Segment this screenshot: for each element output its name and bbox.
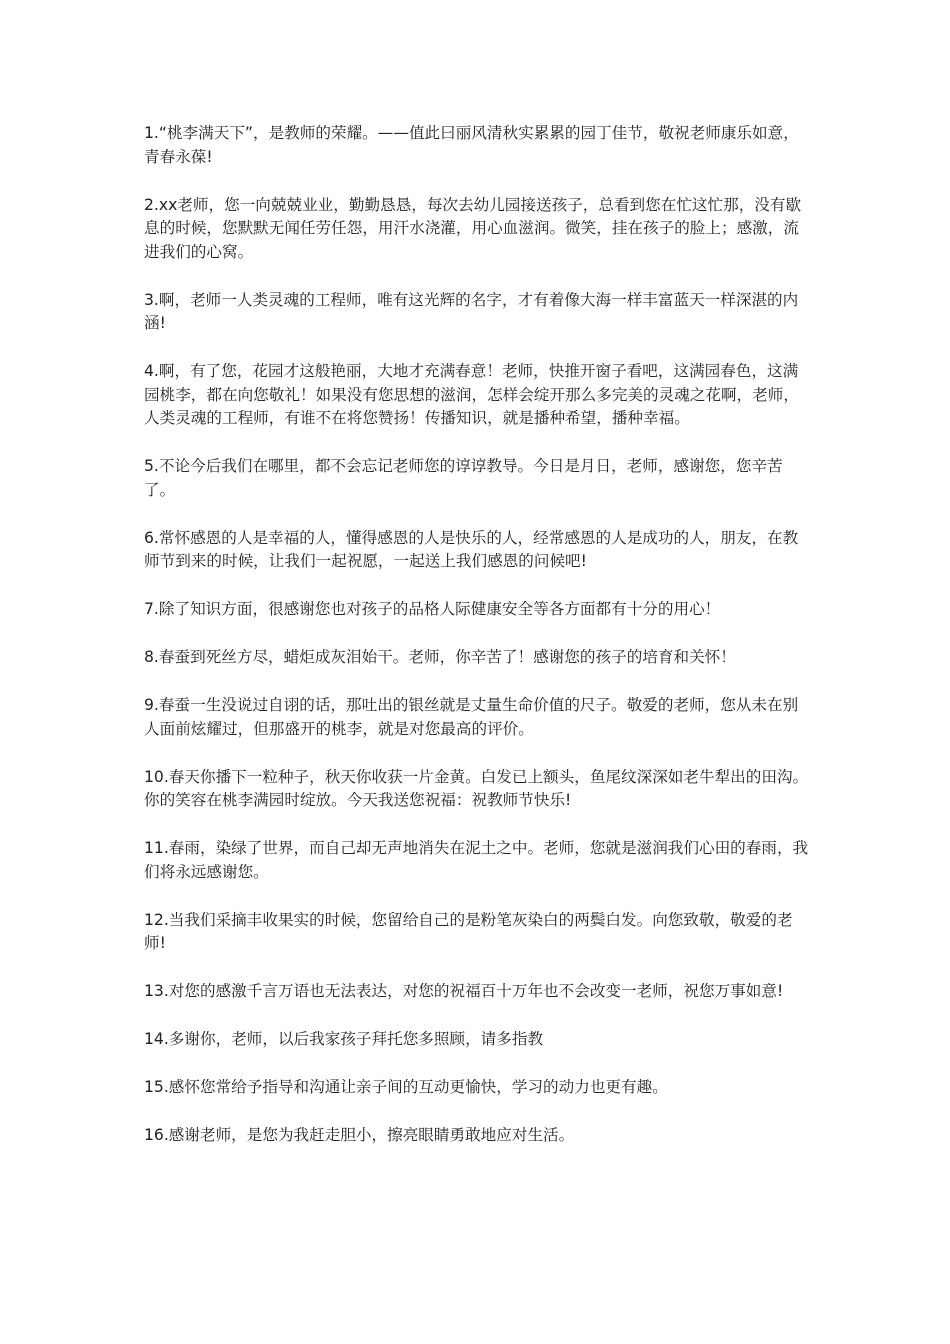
document-body [144,122,810,1172]
paragraph-6: 6.常怀感恩的人是幸福的人，懂得感恩的人是快乐的人，经常感恩的人是成功的人，朋友，在教师节到来的时候，让我们一起祝愿，一起送上我们感恩的问候吧! [144,528,799,570]
paragraph-16: 16.感谢老师，是您为我赶走胆小，擦亮眼睛勇敢地应对生活。 [144,1126,575,1144]
paragraph-5: 5.不论今后我们在哪里，都不会忘记老师您的谆谆教导。今日是月日，老师，感谢您，您辛苦了。 [144,457,783,499]
paragraph-7: 7.除了知识方面，很感谢您也对孩子的品格人际健康安全等各方面都有十分的用心！ [144,600,721,618]
paragraph-12: 12.当我们采摘丰收果实的时候，您留给自己的是粉笔灰染白的两鬓白发。向您致敬，敬爱的老师! [144,910,793,952]
paragraph-4: 4.啊，有了您，花园才这般艳丽，大地才充满春意！老师，快推开窗子看吧，这满园春色，这满园桃李，都在向您敬礼！如果没有您思想的滋润，怎样会绽开那么多完美的灵魂之花啊，老师，人类灵魂的工程师，有谁不在将您赞扬！传播知识，就是播种希望，播种幸福。 [144,362,799,427]
paragraph-15: 15.感怀您常给予指导和沟通让亲子间的互动更愉快，学习的动力也更有趣。 [144,1078,668,1096]
paragraph-2: 2.xx老师，您一向兢兢业业，勤勤恳恳，每次去幼儿园接送孩子，总看到您在忙这忙那，没有歇息的时候，您默默无闻任劳任怨，用汗水浇灌，用心血滋润。微笑，挂在孩子的脸上；感激，流进我们的心窝。 [144,195,802,261]
paragraph-11: 11.春雨，染绿了世界，而自己却无声地消失在泥土之中。老师，您就是滋润我们心田的春雨，我们将永远感谢您。 [144,839,809,881]
paragraph-8: 8.春蚕到死丝方尽，蜡炬成灰泪始干。老师，你辛苦了！感谢您的孩子的培育和关怀！ [144,648,736,666]
paragraph-1: 1.“桃李满天下”，是教师的荣耀。——值此曰丽风清秋实累累的园丁佳节，敬祝老师康乐如意，青春永葆! [144,124,799,166]
paragraph-9: 9.春蚕一生没说过自诩的话，那吐出的银丝就是丈量生命价值的尺子。敬爱的老师，您从未在别人面前炫耀过，但那盛开的桃李，就是对您最高的评价。 [144,696,799,738]
paragraph-14: 14.多谢你，老师，以后我家孩子拜托您多照顾，请多指教 [144,1030,544,1048]
paragraph-3: 3.啊，老师一人类灵魂的工程师，唯有这光辉的名字，才有着像大海一样丰富蓝天一样深湛的内涵! [144,290,799,332]
paragraph-13: 13.对您的感激千言万语也无法表达，对您的祝福百十万年也不会改变一老师，祝您万事如意! [144,982,784,1000]
paragraph-10: 10.春天你播下一粒种子，秋天你收获一片金黄。白发已上额头，鱼尾纹深深如老牛犁出的田沟。你的笑容在桃李满园时绽放。今天我送您祝福：祝教师节快乐! [144,767,809,809]
